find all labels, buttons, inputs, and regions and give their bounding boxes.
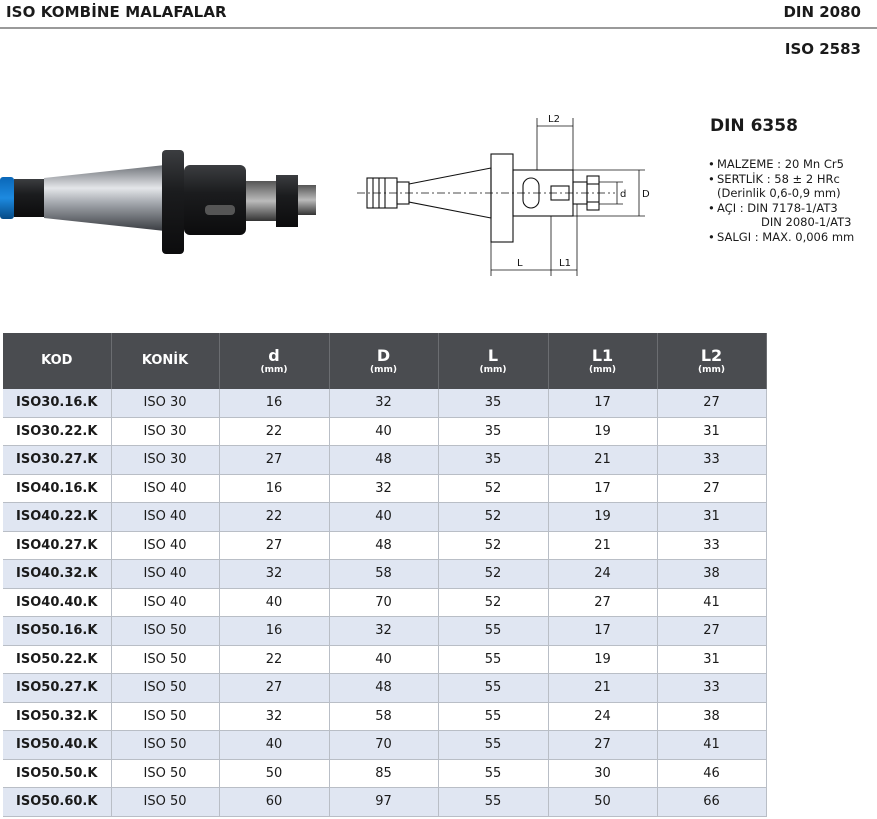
table-cell: 32	[329, 474, 438, 503]
table-cell: 31	[657, 645, 766, 674]
column-header	[219, 333, 329, 389]
table-cell: 52	[438, 560, 548, 589]
table-cell: ISO 40	[111, 474, 219, 503]
standard-iso-2583: ISO 2583	[784, 40, 861, 58]
table-cell: 17	[548, 389, 657, 417]
table-cell: ISO 30	[111, 446, 219, 475]
table-row	[3, 617, 766, 646]
table-cell: 19	[548, 417, 657, 446]
table-cell: 40	[329, 417, 438, 446]
table-body	[3, 389, 766, 816]
table-cell: 41	[657, 588, 766, 617]
table-cell: 48	[329, 674, 438, 703]
spec-item-angle: • AÇI : DIN 7178-1/AT3	[708, 200, 838, 215]
cell-kod: ISO30.22.K	[3, 417, 111, 446]
table-cell: 22	[219, 645, 329, 674]
column-header-unit: (mm)	[370, 364, 397, 375]
table-cell: 35	[438, 446, 548, 475]
table-cell: 32	[219, 702, 329, 731]
column-header-label: KOD	[41, 353, 73, 368]
cell-kod: ISO50.60.K	[3, 788, 111, 817]
table-cell: ISO 50	[111, 731, 219, 760]
spec-item-runout: • SALGI : MAX. 0,006 mm	[708, 229, 855, 244]
table-cell: 22	[219, 503, 329, 532]
bullet-icon: •	[708, 200, 715, 215]
column-header-unit: (mm)	[698, 364, 725, 375]
table-cell: 70	[329, 588, 438, 617]
table-row	[3, 702, 766, 731]
column-header-label: KONİK	[141, 353, 189, 368]
table-cell: 16	[219, 617, 329, 646]
table-cell: 19	[548, 503, 657, 532]
product-photo	[0, 145, 320, 260]
table-cell: 85	[329, 759, 438, 788]
column-header-label: L2	[700, 345, 723, 365]
table-cell: 27	[219, 674, 329, 703]
table-header	[3, 333, 766, 389]
table-cell: 40	[329, 503, 438, 532]
table-cell: 16	[219, 474, 329, 503]
table-cell: 60	[219, 788, 329, 817]
table-cell: 58	[329, 560, 438, 589]
table-cell: ISO 50	[111, 617, 219, 646]
table-cell: 38	[657, 560, 766, 589]
cell-kod: ISO50.50.K	[3, 759, 111, 788]
table-cell: 32	[329, 389, 438, 417]
column-header-label: d	[268, 345, 280, 365]
cell-kod: ISO40.32.K	[3, 560, 111, 589]
table-cell: 17	[548, 474, 657, 503]
spec-title: DIN 6358	[710, 116, 798, 136]
table-cell: 40	[219, 731, 329, 760]
spec-item-material: • MALZEME : 20 Mn Cr5	[708, 157, 844, 171]
table-cell: 33	[657, 674, 766, 703]
header-divider	[0, 27, 877, 29]
table-cell: 40	[219, 588, 329, 617]
cell-kod: ISO40.16.K	[3, 474, 111, 503]
table-cell: 55	[438, 674, 548, 703]
column-header	[438, 333, 548, 389]
label-large-d: D	[642, 189, 650, 200]
table-cell: 52	[438, 531, 548, 560]
label-small-d: d	[620, 189, 627, 200]
table-row	[3, 588, 766, 617]
table-row	[3, 417, 766, 446]
table-cell: 33	[657, 531, 766, 560]
table-cell: 30	[548, 759, 657, 788]
table-cell: 35	[438, 389, 548, 417]
column-header-label: L	[487, 345, 499, 365]
spec-item-angle-2: DIN 2080-1/AT3	[761, 215, 852, 229]
column-header-unit: (mm)	[260, 364, 288, 375]
table-cell: 55	[438, 645, 548, 674]
table-cell: 48	[329, 531, 438, 560]
table-cell: 27	[548, 588, 657, 617]
cell-kod: ISO40.22.K	[3, 503, 111, 532]
label-l1: L1	[559, 258, 571, 269]
table-cell: 32	[219, 560, 329, 589]
table-row	[3, 560, 766, 589]
table-cell: 27	[219, 531, 329, 560]
table-row	[3, 645, 766, 674]
column-header-unit: (mm)	[589, 364, 616, 375]
table-cell: ISO 40	[111, 560, 219, 589]
table-cell: 55	[438, 788, 548, 817]
column-header-label: L1	[591, 345, 614, 365]
table-cell: 70	[329, 731, 438, 760]
table-cell: 27	[657, 617, 766, 646]
table-cell: ISO 50	[111, 759, 219, 788]
column-header	[548, 333, 657, 389]
table-cell: 31	[657, 503, 766, 532]
cell-kod: ISO50.32.K	[3, 702, 111, 731]
table-cell: 58	[329, 702, 438, 731]
table-cell: 55	[438, 617, 548, 646]
technical-drawing	[355, 110, 655, 280]
table-row	[3, 759, 766, 788]
column-header-unit: (mm)	[479, 364, 507, 375]
table-cell: 27	[219, 446, 329, 475]
table-cell: 19	[548, 645, 657, 674]
spec-item-depth: (Derinlik 0,6-0,9 mm)	[717, 186, 841, 200]
table-cell: 55	[438, 702, 548, 731]
table-cell: 46	[657, 759, 766, 788]
label-l2: L2	[548, 114, 560, 125]
table-cell: 55	[438, 759, 548, 788]
table-cell: ISO 40	[111, 503, 219, 532]
label-l: L	[517, 258, 523, 269]
table-cell: 50	[548, 788, 657, 817]
table-cell: 27	[548, 731, 657, 760]
page-title: ISO KOMBİNE MALAFALAR	[6, 3, 227, 21]
table-cell: 31	[657, 417, 766, 446]
table-cell: ISO 40	[111, 531, 219, 560]
table-row	[3, 389, 766, 417]
table-row	[3, 788, 766, 817]
cell-kod: ISO50.40.K	[3, 731, 111, 760]
table-cell: 27	[657, 389, 766, 417]
table-cell: ISO 30	[111, 389, 219, 417]
bullet-icon: •	[708, 171, 715, 186]
table-cell: 55	[438, 731, 548, 760]
standard-din-2080: DIN 2080	[783, 3, 861, 21]
table-row	[3, 503, 766, 532]
cell-kod: ISO50.16.K	[3, 617, 111, 646]
column-header	[111, 333, 219, 389]
table-cell: 32	[329, 617, 438, 646]
table-cell: 50	[219, 759, 329, 788]
table-cell: 35	[438, 417, 548, 446]
column-header	[3, 333, 111, 389]
table-cell: 52	[438, 474, 548, 503]
column-header	[657, 333, 766, 389]
table-cell: 24	[548, 702, 657, 731]
table-cell: 21	[548, 674, 657, 703]
spec-item-hardness: • SERTLİK : 58 ± 2 HRc	[708, 171, 840, 186]
bullet-icon: •	[708, 157, 715, 171]
table-cell: 21	[548, 446, 657, 475]
table-row	[3, 474, 766, 503]
table-cell: 38	[657, 702, 766, 731]
cell-kod: ISO50.22.K	[3, 645, 111, 674]
table-cell: 40	[329, 645, 438, 674]
spec-list	[708, 157, 854, 244]
table-cell: 52	[438, 503, 548, 532]
table-cell: 52	[438, 588, 548, 617]
table-cell: 27	[657, 474, 766, 503]
table-cell: 48	[329, 446, 438, 475]
table-cell: ISO 40	[111, 588, 219, 617]
table-cell: 16	[219, 389, 329, 417]
cell-kod: ISO40.40.K	[3, 588, 111, 617]
table-cell: ISO 50	[111, 702, 219, 731]
column-header	[329, 333, 438, 389]
cell-kod: ISO50.27.K	[3, 674, 111, 703]
table-cell: ISO 50	[111, 788, 219, 817]
product-table	[3, 333, 767, 817]
table-cell: 24	[548, 560, 657, 589]
table-cell: 33	[657, 446, 766, 475]
table-cell: ISO 50	[111, 674, 219, 703]
table-cell: 66	[657, 788, 766, 817]
cell-kod: ISO40.27.K	[3, 531, 111, 560]
table-row	[3, 731, 766, 760]
bullet-icon: •	[708, 229, 715, 244]
cell-kod: ISO30.27.K	[3, 446, 111, 475]
table-cell: 22	[219, 417, 329, 446]
table-row	[3, 531, 766, 560]
table-cell: 41	[657, 731, 766, 760]
table-cell: ISO 50	[111, 645, 219, 674]
table-row	[3, 446, 766, 475]
table-row	[3, 674, 766, 703]
table-cell: 97	[329, 788, 438, 817]
cell-kod: ISO30.16.K	[3, 389, 111, 417]
table-cell: 17	[548, 617, 657, 646]
table-cell: 21	[548, 531, 657, 560]
column-header-label: D	[376, 345, 391, 365]
table-cell: ISO 30	[111, 417, 219, 446]
